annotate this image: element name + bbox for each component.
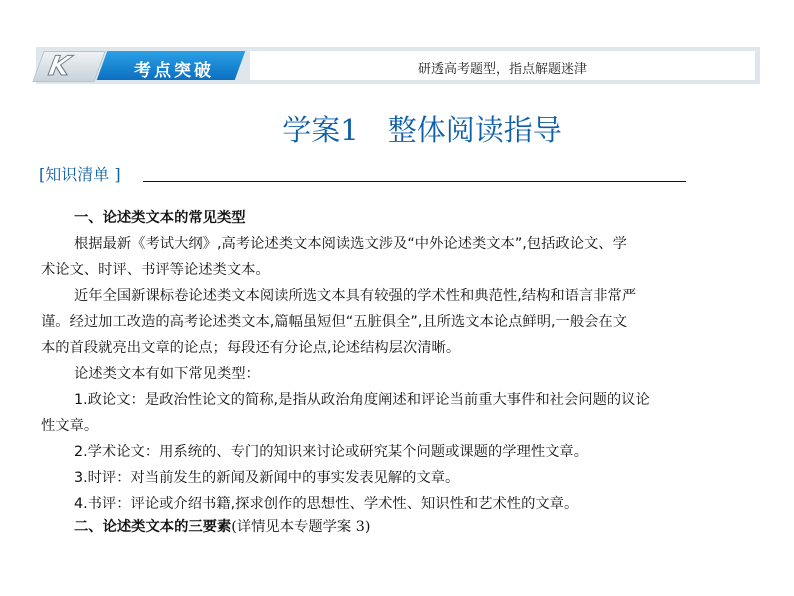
section-heading-1: 一、论述类文本的常见类型	[74, 210, 246, 226]
list-item-4: 4.书评：评论或介绍书籍,探求创作的思想性、学术性、知识性和艺术性的文章。	[74, 496, 579, 512]
list-item-2: 2.学术论文：用系统的、专门的知识来讨论或研究某个问题或课题的学理性文章。	[74, 444, 589, 460]
paragraph-3: 论述类文本有如下常见类型：	[74, 366, 260, 382]
paragraph-2-line-2: 谨。经过加工改造的高考论述类文本,篇幅虽短但“五脏俱全”,且所选文本论点鲜明,一般会在文	[41, 314, 628, 330]
section-banner	[36, 47, 760, 84]
list-item-3: 3.时评：对当前发生的新闻及新闻中的事实发表见解的文章。	[74, 470, 460, 486]
section-heading-2-note: (详情见本专题学案 3)	[231, 519, 371, 535]
tag-underline	[143, 181, 686, 182]
section-heading-2	[74, 517, 754, 537]
k-logo-icon	[32, 51, 105, 82]
paragraph-2-line-1: 近年全国新课标卷论述类文本阅读所选文本具有较强的学术性和典范性,结构和语言非常严	[74, 288, 637, 304]
list-item-1-line-2: 性文章。	[41, 418, 99, 434]
logo-letter: K	[46, 51, 73, 82]
document-body	[41, 205, 754, 537]
banner-subtitle: 研透高考题型，指点解题迷津	[417, 62, 587, 77]
section-heading-2-text: 二、论述类文本的三要素	[74, 519, 232, 535]
knowledge-list-tag: [知识清单 ]	[39, 165, 121, 184]
paragraph-2-line-3: 本的首段就亮出文章的论点；每段还有分论点,论述结构层次清晰。	[41, 340, 461, 356]
list-item-1-line-1: 1.政论文：是政治性论文的简称,是指从政治角度阐述和评论当前重大事件和社会问题的议论	[74, 392, 650, 408]
paragraph-1-line-1: 根据最新《考试大纲》,高考论述类文本阅读选文涉及“中外论述类文本”,包括政论文、学	[74, 236, 627, 252]
page-title: 学案1 整体阅读指导	[282, 113, 562, 147]
paragraph-1-line-2: 术论文、时评、书评等论述类文本。	[41, 262, 270, 278]
banner-title: 考点突破	[134, 61, 214, 81]
